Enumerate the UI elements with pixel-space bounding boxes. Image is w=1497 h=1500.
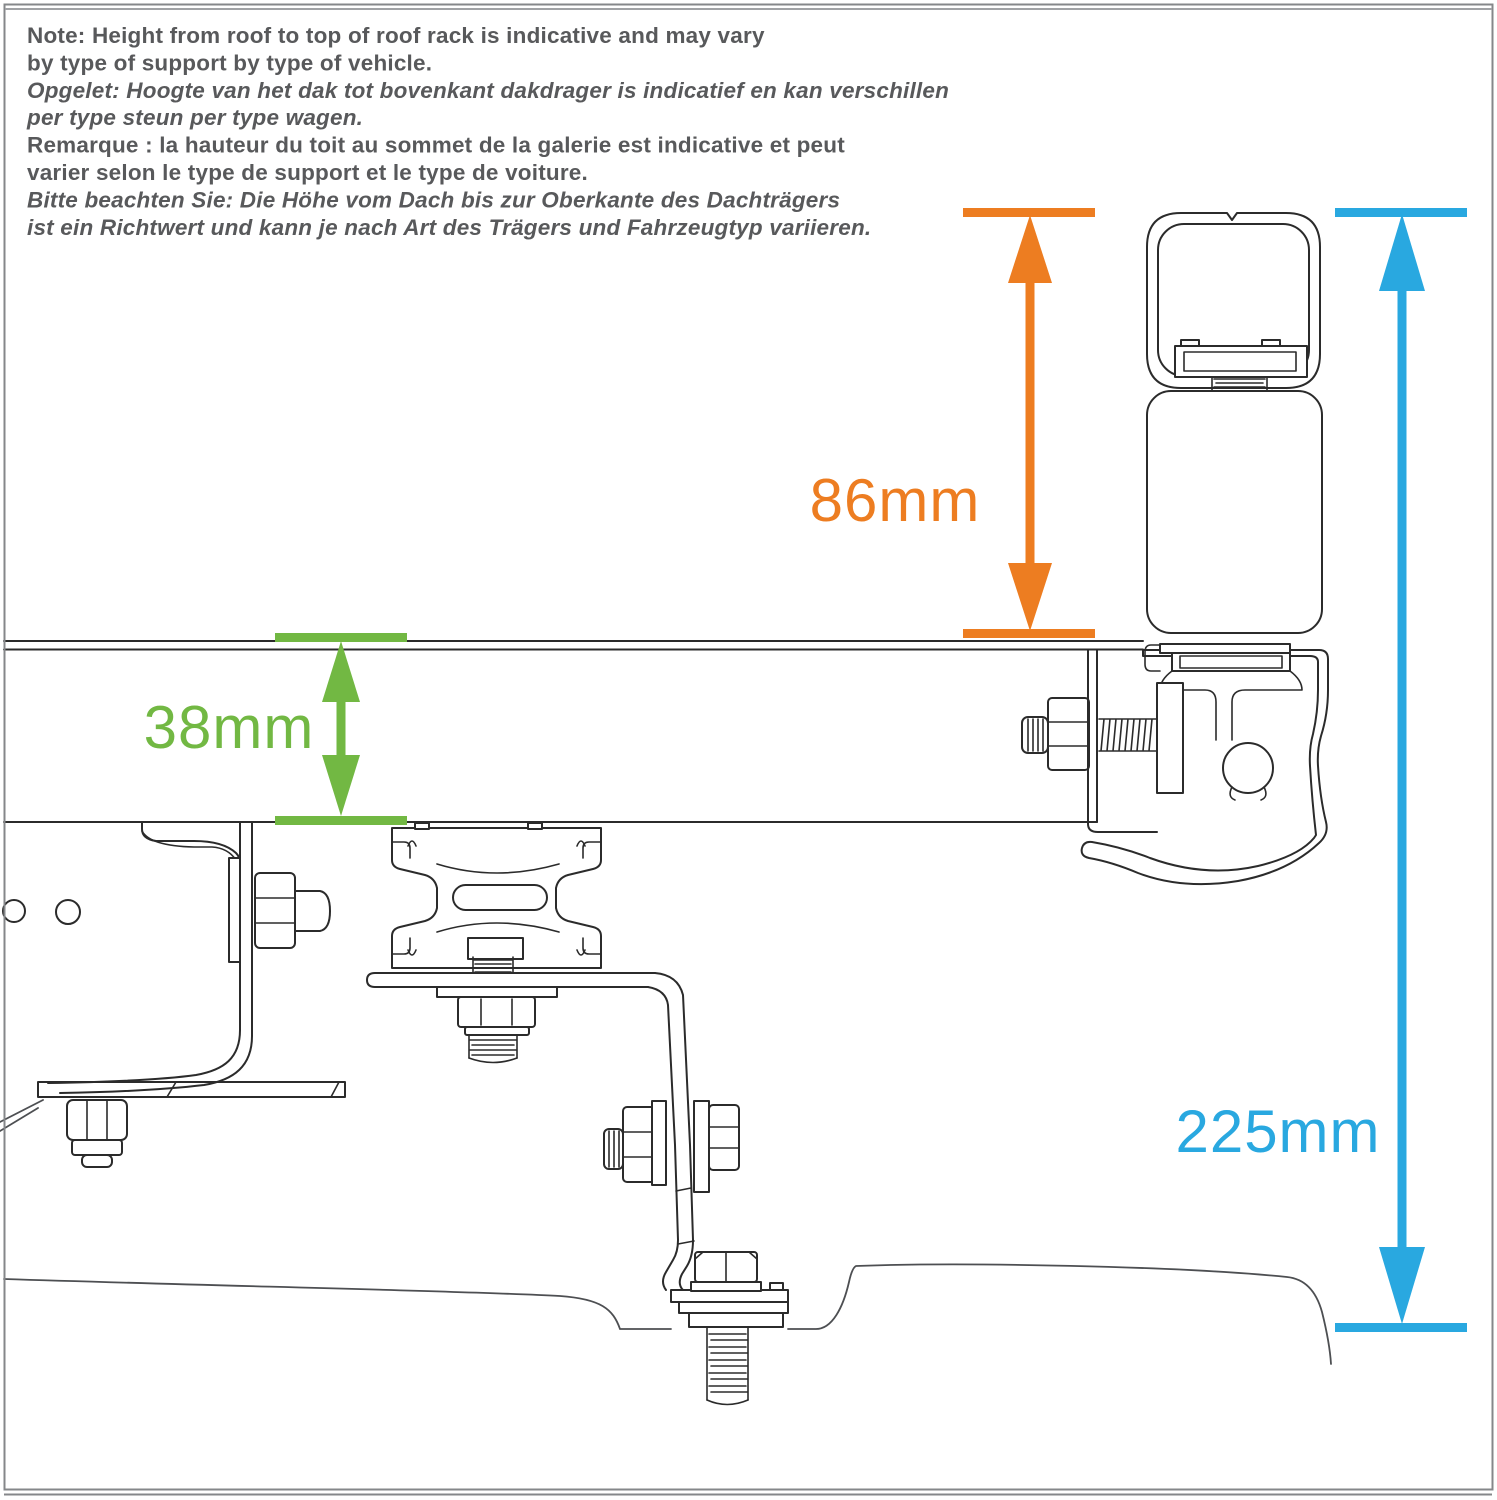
note-line-nl-2: per type steun per type wagen.: [27, 105, 364, 131]
plate-nut-stud: [437, 987, 557, 1063]
profile-boss: [468, 938, 523, 959]
clamp-tower-body: [1147, 391, 1322, 633]
note-block: [26, 23, 949, 240]
bracket-face-plate: [229, 858, 240, 962]
bracket-hole: [3, 900, 25, 922]
dim-arrow-clamp-height: [963, 208, 1095, 638]
slot-plate: [1175, 346, 1307, 377]
keyhole-slot: [1223, 743, 1273, 800]
clamp-spacer: [1157, 683, 1183, 793]
profile-top-lip: [528, 823, 542, 829]
t-slot-profile: [392, 823, 601, 973]
fixpoint-plate: [679, 1302, 788, 1313]
roof-stud: [707, 1327, 748, 1405]
clamp-t-slot: [1145, 644, 1290, 671]
note-line-fr-1: Remarque : la hauteur du toit au sommet de la galerie est indicative et peut: [27, 132, 845, 158]
fixpoint-base: [689, 1313, 783, 1327]
z-bracket: [604, 973, 788, 1405]
note-line-nl-1: Opgelet: Hoogte van het dak tot bovenkant dakdrager is indicatief en kan verschillen: [27, 77, 950, 103]
dim-label-bar-height: 38mm: [143, 694, 315, 761]
z-bracket-bolt: [604, 1101, 739, 1192]
crossbar-clamp: [1147, 213, 1322, 633]
clamp-bolt: [1022, 683, 1183, 793]
crossbar-end-bracket: [1088, 650, 1157, 832]
note-line-de-2: ist ein Richtwert und kann je nach Art des Trägers und Fahrzeugtyp variieren.: [27, 214, 872, 240]
bracket-side-bolt: [255, 873, 330, 948]
note-line-en-2: by type of support by type of vehicle.: [27, 50, 433, 76]
note-line-en-1: Note: Height from roof to top of roof rack is indicative and may vary: [27, 23, 765, 48]
note-line-fr-2: varier selon le type de support et le type de voiture.: [27, 160, 588, 185]
profile-center-slot: [453, 885, 547, 910]
bracket-roof-nut: [67, 1100, 127, 1167]
base-plate: [367, 973, 655, 987]
dim-label-total-height: 225mm: [1175, 1098, 1381, 1165]
note-line-de-1: Bitte beachten Sie: Die Höhe vom Dach bis zur Oberkante des Dachträgers: [27, 187, 841, 213]
roof-rail-bracket: [3, 822, 345, 1167]
foot-bolt: [691, 1252, 761, 1291]
clamp-body: [1022, 644, 1328, 884]
bracket-hole: [56, 900, 80, 924]
profile-top-lip: [415, 823, 429, 829]
dim-label-clamp-height: 86mm: [809, 467, 981, 534]
